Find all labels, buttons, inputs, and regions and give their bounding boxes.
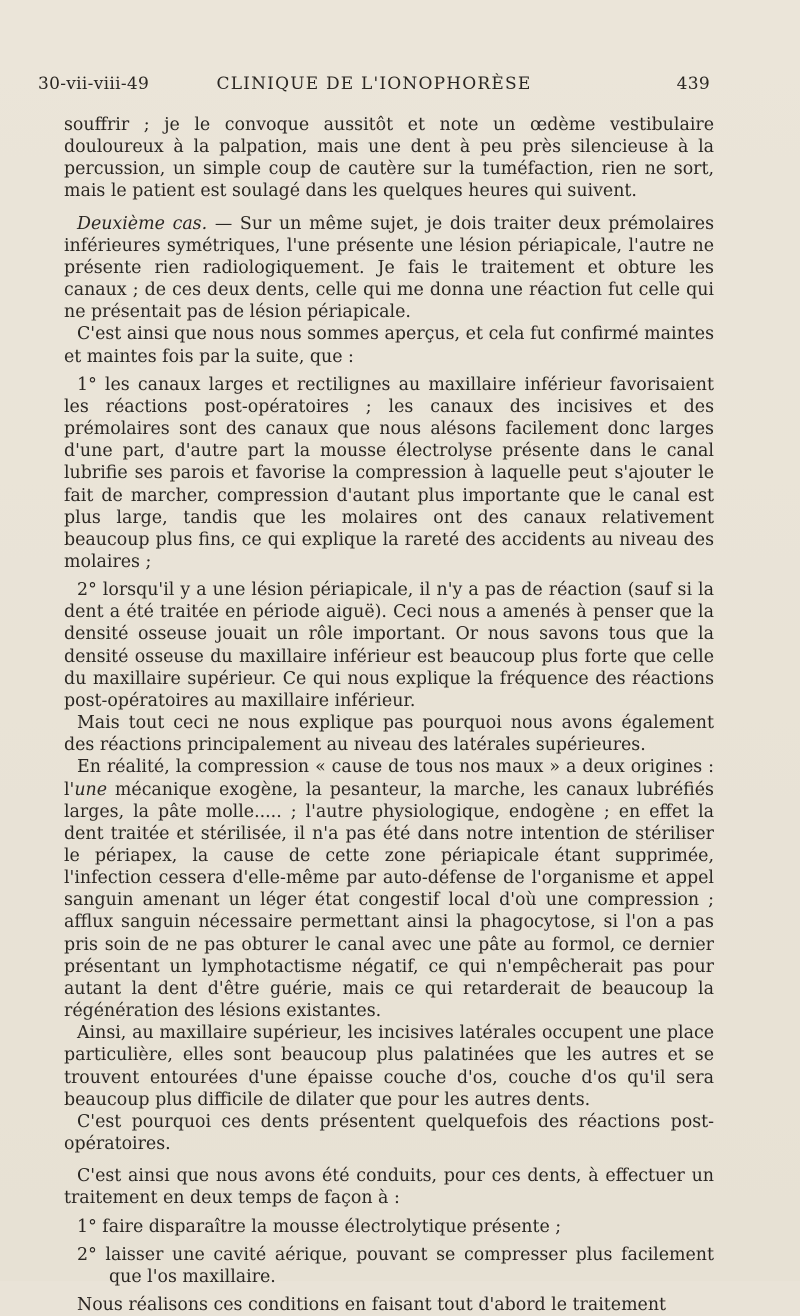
paragraph-point-2: 2° lorsqu'il y a une lésion périapicale, il n'y a pas de réaction (sauf si la dent a été traitée en période aiguë). Ceci nous a amenés à penser que la densité osseuse jouait un rôle important. Or nous savons tous que la densité osseuse du maxillaire inférieur est beaucoup plus forte que celle du maxillaire supérieur. Ce qui nous explique la fréquence des réactions post-opératoires au maxillaire inférieur. bbox=[64, 580, 714, 711]
paragraph: Mais tout ceci ne nous explique pas pourquoi nous avons également des réactions principalement au niveau des latérales supérieures. bbox=[64, 713, 714, 756]
paragraph-compression: En réalité, la compression « cause de tous nos maux » a deux origines : l'une mécanique exogène, la pesanteur, la marche, les canaux lubréfiés larges, la pâte molle..... ; l'autre physiologique, endogène ; en effet la dent traitée et stérilisée, il n'a pas été dans notre intention de stériliser le périapex, la cause de cette zone périapicale étant supprimée, l'infection cessera d'elle-même par auto-défense de l'organisme et appel sanguin amenant un léger état congestif local d'où une compression ; afflux sanguin nécessaire permettant ainsi la phagocytose, si l'on a pas pris soin de ne pas obturer le canal avec une pâte au formol, ce dernier présentant un lymphotactisme négatif, ce qui n'empêcherait pas pour autant la dent d'être guérie, mais ce qui retarderait de beaucoup la régénération des lésions existantes. bbox=[64, 757, 714, 1022]
emphasis-une: une bbox=[74, 779, 108, 800]
paragraph: Ainsi, au maxillaire supérieur, les incisives latérales occupent une place particulière, elles sont beaucoup plus palatinées que les autres et se trouvent entourées d'une épaisse couche d'os, couche d'os qu'il sera beaucoup plus difficile de dilater que pour les autres dents. bbox=[64, 1023, 714, 1110]
running-header bbox=[38, 74, 710, 98]
list-item-2: 2° laisser une cavité aérique, pouvant se compresser plus facilement que l'os maxillaire. bbox=[77, 1244, 714, 1287]
issue-date: 30-vii-viii-49 bbox=[38, 74, 150, 94]
paragraph-point-1: 1° les canaux larges et rectilignes au maxillaire inférieur favorisaient les réactions post-opératoires ; les canaux des incisives et des prémolaires sont des canaux que nous alésons facilement donc larges d'une part, d'autre part la mousse électrolyse présente dans le canal lubrifie ses parois et favorise la compression à laquelle peut s'ajouter le fait de marcher, compression d'autant plus importante que le canal est plus large, tandis que les molaires ont des canaux relativement beaucoup plus fins, ce qui explique la rareté des accidents au niveau des molaires ; bbox=[64, 374, 714, 572]
running-title: CLINIQUE DE L'IONOPHORÈSE bbox=[216, 74, 532, 94]
paragraph: C'est pourquoi ces dents présentent quelquefois des réactions post-opératoires. bbox=[64, 1111, 714, 1155]
paragraph: C'est ainsi que nous avons été conduits, pour ces dents, à effectuer un traitement en deux temps de façon à : bbox=[64, 1166, 714, 1209]
body-text bbox=[64, 114, 714, 1316]
page-number: 439 bbox=[676, 74, 710, 94]
paragraph: C'est ainsi que nous nous sommes aperçus, et cela fut confirmé maintes et maintes fois par la suite, que : bbox=[64, 324, 714, 367]
case-heading: Deuxième cas. bbox=[77, 213, 208, 234]
paragraph-continuation: souffrir ; je le convoque aussitôt et note un œdème vestibulaire douloureux à la palpation, mais une dent à peu près silencieuse à la percussion, un simple coup de cautère sur la tuméfaction, rien ne sort, mais le patient est soulagé dans les quelques heures qui suivent. bbox=[64, 115, 714, 202]
list-item-1: 1° faire disparaître la mousse électrolytique présente ; bbox=[77, 1216, 562, 1237]
paragraph-second-case: Deuxième cas. — Sur un même sujet, je dois traiter deux prémolaires inférieures symétriques, l'une présente une lésion périapicale, l'autre ne présente rien radiologiquement. Je fais le traitement et obture les canaux ; de ces deux dents, celle qui me donna une réaction fut celle qui ne présentait pas de lésion périapicale. bbox=[64, 213, 714, 323]
paragraph-final: Nous réalisons ces conditions en faisant tout d'abord le traitement bbox=[77, 1294, 667, 1315]
